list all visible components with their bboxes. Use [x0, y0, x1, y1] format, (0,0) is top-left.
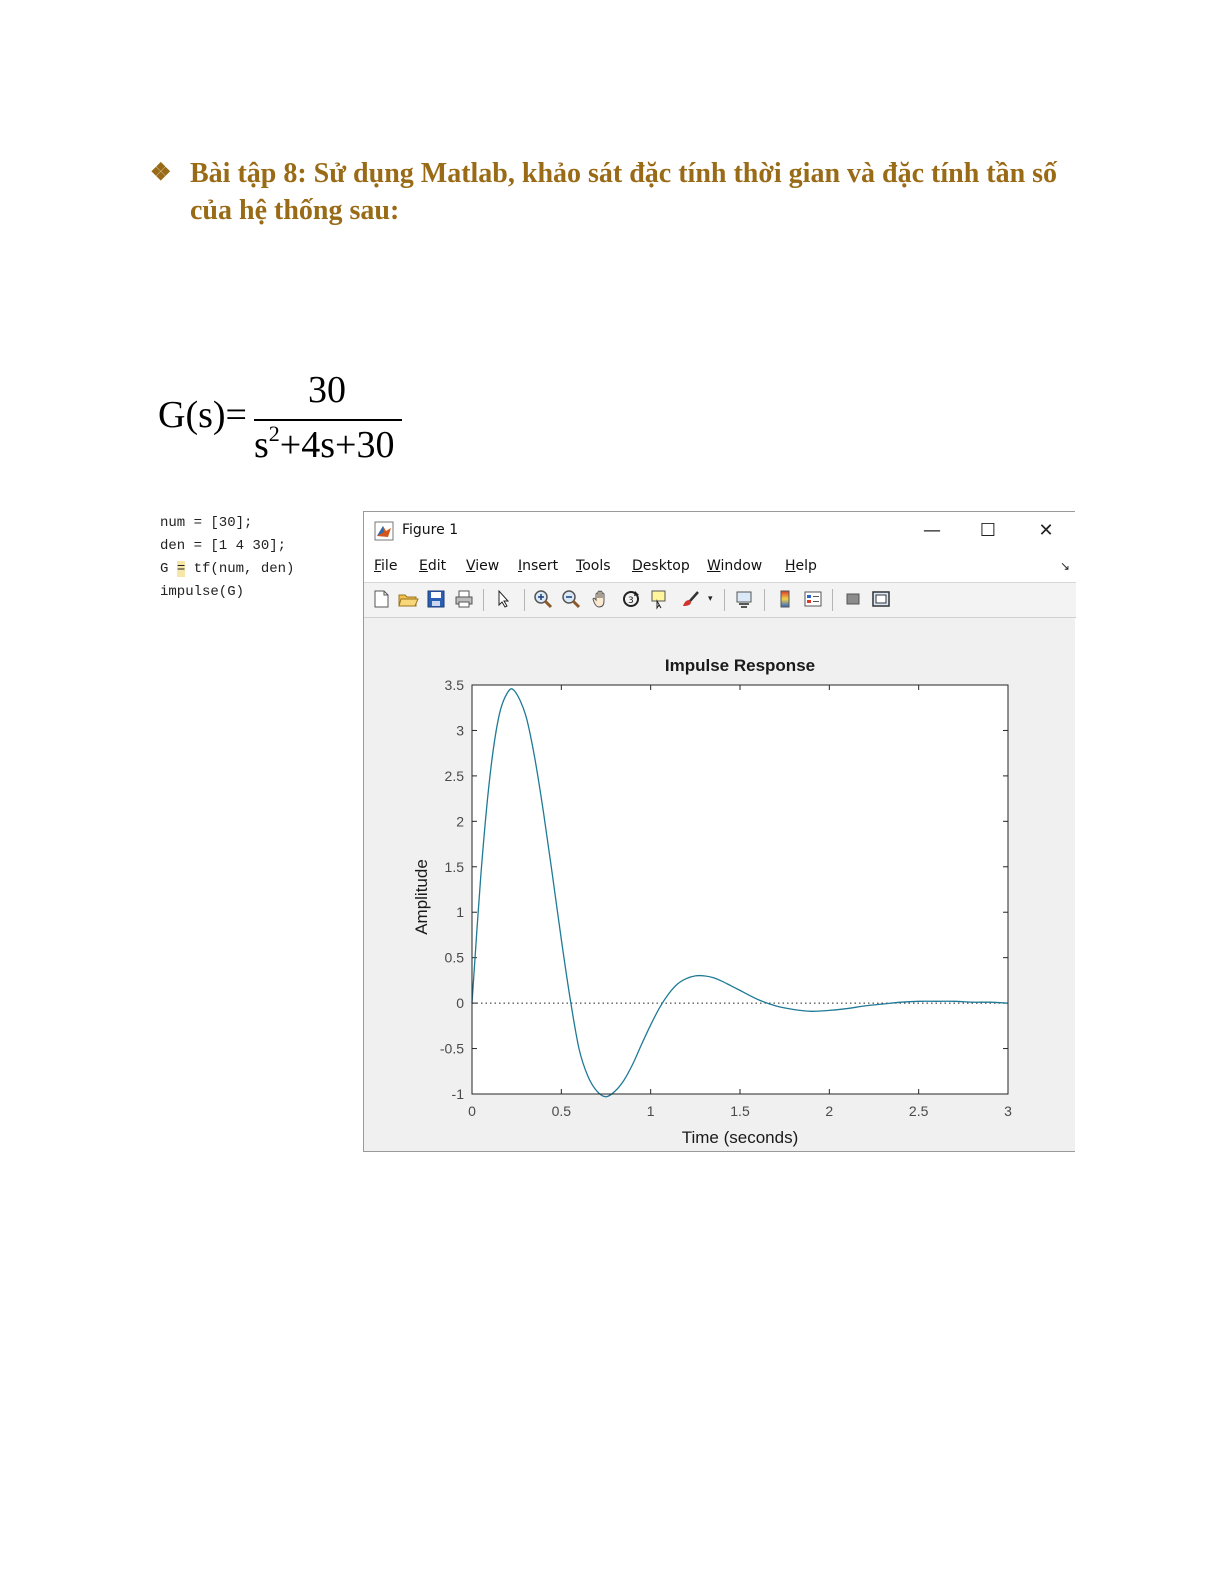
new-figure-icon[interactable]	[370, 588, 392, 610]
matlab-logo-icon	[374, 521, 394, 541]
minimize-button[interactable]: —	[923, 520, 941, 541]
pointer-icon[interactable]	[493, 588, 515, 610]
show-plot-tools-icon[interactable]	[870, 588, 892, 610]
menu-desktop[interactable]: Desktop	[632, 558, 690, 574]
code-line: G = tf(num, den)	[160, 561, 295, 577]
matlab-figure-window	[363, 511, 1075, 1152]
print-icon[interactable]	[453, 588, 475, 610]
code-line: impulse(G)	[160, 584, 245, 600]
menu-edit[interactable]: Edit	[419, 558, 447, 574]
data-cursor-icon[interactable]	[649, 588, 671, 610]
exercise-heading	[150, 155, 1090, 229]
y-tick-label: 3.5	[444, 677, 464, 693]
zoom-in-icon[interactable]	[532, 588, 554, 610]
formula-numerator: 30	[308, 369, 346, 411]
menu-bar	[364, 550, 1076, 583]
axes-box	[472, 685, 1008, 1094]
y-tick-label: 3	[456, 722, 464, 739]
diamond-bullet-icon: ❖	[150, 160, 172, 186]
brush-dropdown-icon[interactable]: ▾	[708, 593, 713, 603]
y-tick-label: 0	[456, 995, 464, 1012]
toolbar-separator	[524, 589, 525, 611]
menu-insert[interactable]: Insert	[518, 558, 559, 574]
open-file-icon[interactable]	[397, 588, 419, 610]
legend-icon[interactable]	[802, 588, 824, 610]
maximize-button[interactable]: ☐	[979, 520, 997, 541]
x-tick-label: 1	[646, 1103, 655, 1119]
svg-text:3: 3	[628, 596, 634, 606]
y-tick-label: -0.5	[439, 1040, 464, 1057]
x-axis-label: Time (seconds)	[681, 1128, 799, 1147]
toolbar-separator	[724, 589, 725, 611]
window-titlebar[interactable]	[364, 512, 1076, 550]
x-tick-label: 0.5	[551, 1103, 572, 1119]
x-tick-label: 1.5	[730, 1103, 750, 1119]
y-tick-label: 1.5	[444, 858, 464, 875]
menu-view[interactable]: View	[466, 558, 500, 574]
dock-arrow-icon[interactable]: ↘	[1059, 559, 1070, 573]
y-axis-label: Amplitude	[412, 859, 431, 935]
pan-hand-icon[interactable]	[590, 588, 612, 610]
menu-help[interactable]: Help	[785, 558, 817, 574]
matlab-code	[160, 512, 294, 604]
rotate-3d-icon[interactable]	[620, 588, 642, 610]
hide-plot-tools-icon[interactable]	[842, 588, 864, 610]
menu-file[interactable]: File	[374, 558, 398, 574]
chart-title: Impulse Response	[664, 656, 816, 675]
colorbar-icon[interactable]	[774, 588, 796, 610]
close-button[interactable]: ✕	[1038, 520, 1054, 541]
y-tick-label: 2	[456, 813, 464, 830]
formula-lhs: G(s)=	[158, 394, 247, 436]
toolbar-separator	[764, 589, 765, 611]
y-tick-label: 1	[456, 904, 464, 921]
impulse-response-plot	[364, 618, 1076, 1152]
heading-text: Bài tập 8: Sử dụng Matlab, khảo sát đặc tính thời gian và đặc tính tần số của hệ thống sau:	[190, 158, 1058, 226]
toolbar-separator	[832, 589, 833, 611]
x-tick-label: 2	[825, 1103, 834, 1119]
window-title: Figure 1	[402, 522, 459, 538]
toolbar-separator	[483, 589, 484, 611]
transfer-function-formula	[158, 368, 418, 478]
save-icon[interactable]	[425, 588, 447, 610]
figure-toolbar	[364, 583, 1076, 618]
code-line: den = [1 4 30];	[160, 538, 287, 554]
brush-icon[interactable]	[679, 588, 701, 610]
menu-window[interactable]: Window	[707, 558, 763, 574]
y-tick-label: 2.5	[444, 767, 464, 784]
menu-tools[interactable]: Tools	[576, 558, 611, 574]
zoom-out-icon[interactable]	[560, 588, 582, 610]
formula-denominator: $s^2+4s+30$	[254, 421, 395, 466]
y-tick-label: -1	[451, 1086, 464, 1102]
x-tick-label: 2.5	[908, 1103, 929, 1119]
code-line: num = [30];	[160, 515, 253, 531]
link-plot-icon[interactable]	[733, 588, 755, 610]
y-tick-label: 0.5	[444, 949, 464, 966]
x-tick-label: 3	[1004, 1103, 1012, 1119]
x-tick-label: 0	[468, 1103, 476, 1119]
